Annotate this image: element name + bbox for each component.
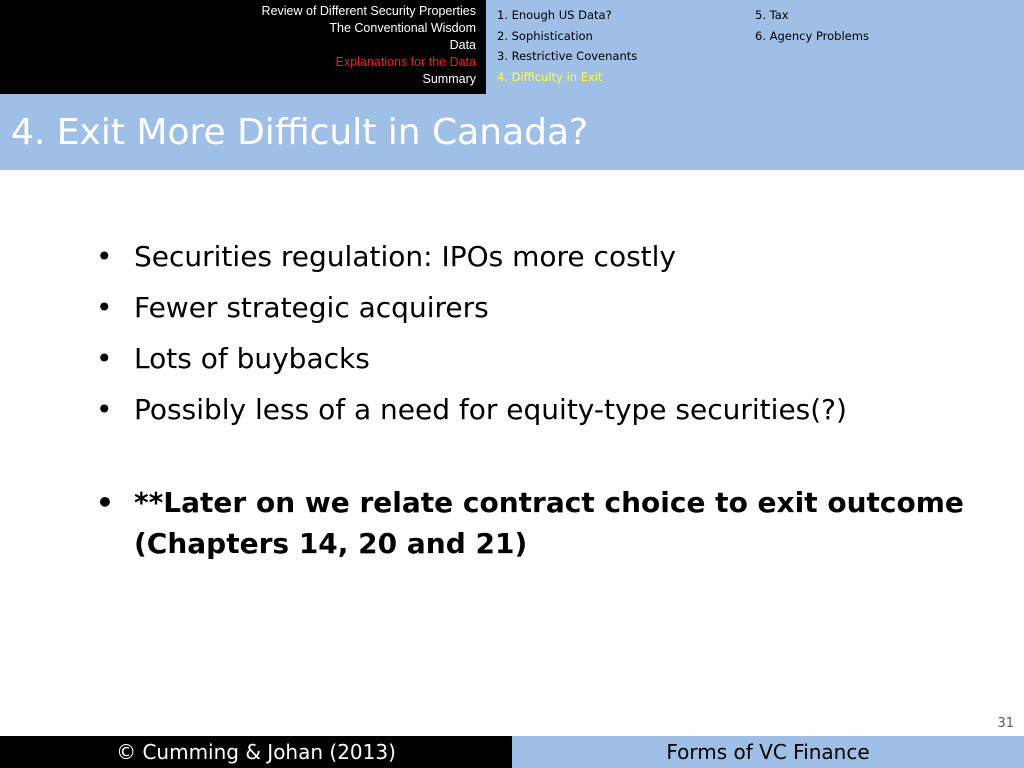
subsection-item-enough-us-data[interactable]: 1. Enough US Data? [497,8,612,22]
bullet-text: Lots of buybacks [134,342,370,375]
bullet-item [96,389,966,430]
section-item-summary[interactable]: Summary [422,72,476,86]
slide-title: 4. Exit More Difficult in Canada? [11,112,589,153]
title-bar [0,94,1024,170]
bullet-text: **Later on we relate contract choice to exit outcome (Chapters 14, 20 and 21) [134,486,964,560]
bullet-icon: • [96,342,113,375]
section-item-explanations[interactable]: Explanations for the Data [335,55,476,69]
subsection-item-agency-problems[interactable]: 6. Agency Problems [755,28,869,43]
bullet-icon: • [96,240,113,273]
bullet-item [96,287,966,328]
bullet-item [96,236,966,277]
section-list [262,3,476,88]
subsection-item-tax[interactable]: 5. Tax [755,8,789,22]
section-item-data[interactable]: Data [449,38,476,52]
subsection-nav [486,0,1024,94]
bullet-text: Securities regulation: IPOs more costly [134,240,676,273]
subsection-item-sophistication[interactable]: 2. Sophistication [497,28,593,43]
subsection-column-1 [497,5,637,87]
subsection-item-restrictive-covenants[interactable]: 3. Restrictive Covenants [497,49,638,63]
bullet-list [96,236,966,574]
bullet-text: Fewer strategic acquirers [134,291,489,324]
bullet-icon: • [96,486,114,519]
bullet-icon: • [96,393,113,426]
bullet-item [96,338,966,379]
bullet-icon: • [96,291,113,324]
bullet-text: Possibly less of a need for equity-type securities(?) [134,393,847,426]
slide-number: 31 [997,716,1014,731]
footer-course-title-text: Forms of VC Finance [666,740,870,764]
footer-course-title [512,736,1024,768]
section-item-review[interactable]: Review of Different Security Properties [261,4,476,18]
bullet-item-note [96,482,966,564]
footer-copyright [0,736,512,768]
subsection-item-difficulty-in-exit[interactable]: 4. Difficulty in Exit [497,69,603,84]
footer-copyright-text: © Cumming & Johan (2013) [116,740,396,764]
section-nav [0,0,486,94]
subsection-column-2 [755,5,869,46]
section-item-conventional-wisdom[interactable]: The Conventional Wisdom [329,21,476,35]
